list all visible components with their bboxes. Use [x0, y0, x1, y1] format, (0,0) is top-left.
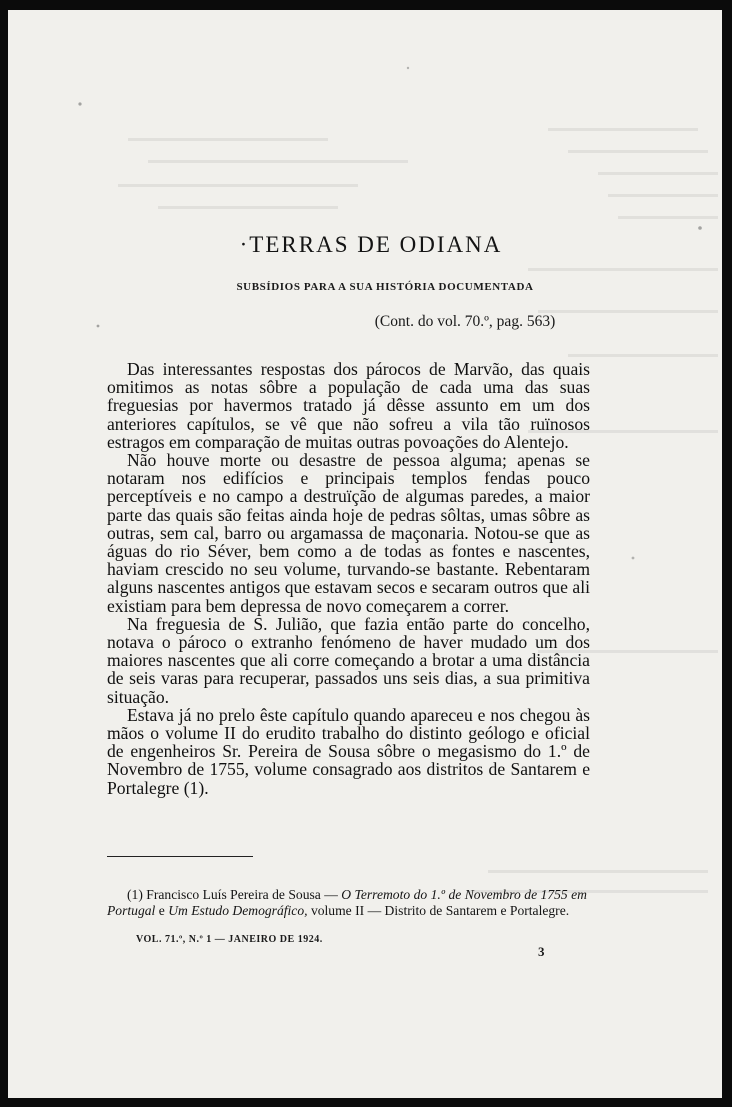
footnote-work-title-2: Um Estudo Demográfico, — [168, 903, 308, 918]
continuation-note: (Cont. do vol. 70.º, pag. 563) — [374, 313, 556, 330]
footnote-connector: e — [158, 903, 165, 918]
paragraph: Na freguesia de S. Julião, que fazia então parte do concelho, notava o pároco o extranho fenómeno de haver mudado um dos maiores nascentes que ali corre começando a brotar a uma distância de seis varas para recuperar, passados uns seis dias, a sua primitiva situação. — [107, 613, 590, 707]
footnote-work-title: O Terremoto do 1.º de Novembro de 1755 em Portugal — [107, 887, 587, 918]
paragraph: Não houve morte ou desastre de pessoa alguma; apenas se notaram nos edifícios e principais templos fendas pouco perceptíveis e no campo a destruïção de algumas paredes, a maior parte das quais são feitas ainda hoje de pedras sôltas, umas sôbre as outras, sem cal, barro ou argamassa de maçonaria. Notou-se que as águas do rio Séver, bem como a de todas as fontes e nascentes, haviam crescido no seu volume, turvando-se bastante. Rebentaram alguns nascentes antigos que estavam secos e secaram outros que ali existiam para bem depressa de novo começarem a correr. — [107, 450, 590, 616]
footnote-divider — [107, 856, 253, 857]
article-subtitle: SUBSÍDIOS PARA A SUA HISTÓRIA DOCUMENTADA — [236, 281, 534, 293]
paragraph: Estava já no prelo êste capítulo quando apareceu e nos chegou às mãos o volume II do erudito trabalho do distinto geólogo e oficial de engenheiros Sr. Pereira de Sousa sôbre o megasismo do 1.º de Novembro de 1755, volume consagrado aos distritos de Santarem e Portalegre (1). — [107, 704, 590, 798]
footnote-author: Francisco Luís Pereira de Sousa — — [146, 887, 338, 902]
article-body — [107, 360, 590, 797]
volume-line: VOL. 71.º, N.º 1 — JANEIRO DE 1924. — [136, 934, 323, 945]
footnote — [107, 887, 587, 919]
page-number: 3 — [538, 944, 545, 959]
paragraph: Das interessantes respostas dos párocos de Marvão, das quais omitimos as notas sôbre a população de cada uma das suas freguesias por havermos tratado já dêsse assunto em um dos anteriores capítulos, se vê que não sofreu a vila tão ruïnosos estragos em comparação de muitas outras povoações do Alentejo. — [107, 359, 590, 452]
footnote-rest: volume II — Distrito de Santarem e Portalegre. — [310, 903, 570, 918]
scanned-page — [8, 10, 722, 1098]
article-title: ·TERRAS DE ODIANA — [239, 232, 503, 257]
footnote-marker: (1) — [127, 887, 143, 902]
